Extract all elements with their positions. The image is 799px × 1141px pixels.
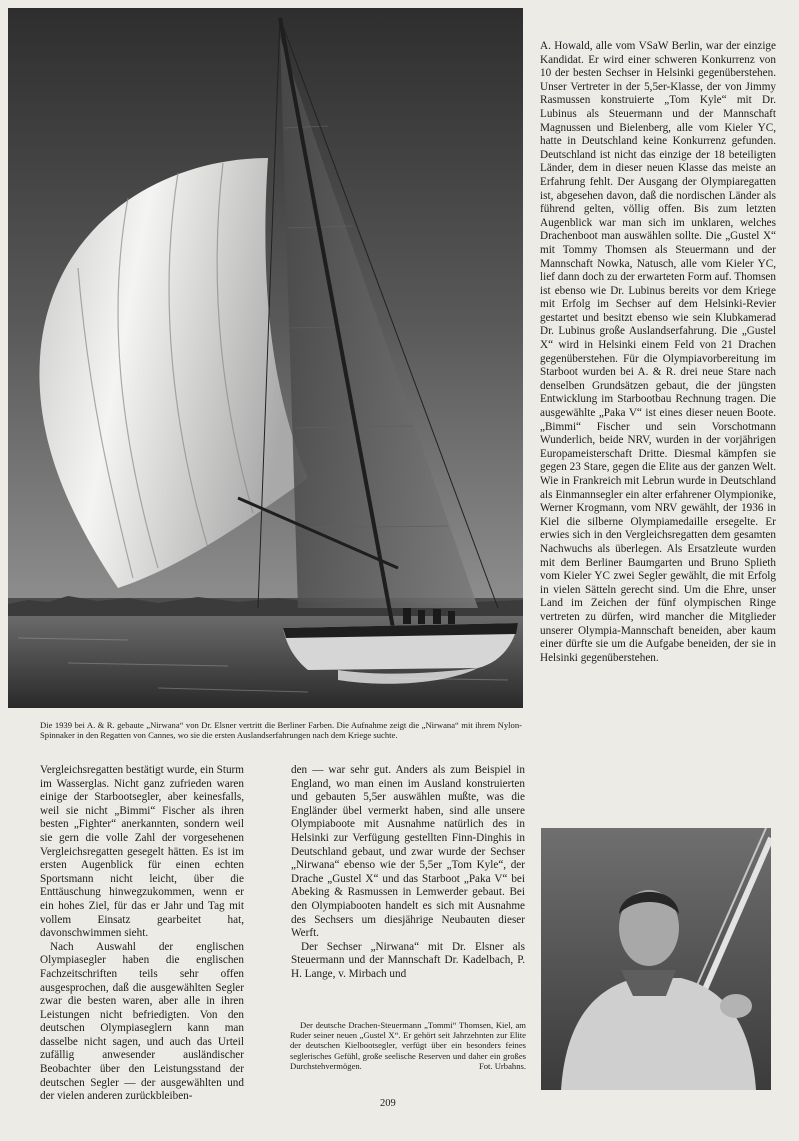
article-paragraph: Vergleichsregatten bestätigt wurde, ein Sturm im Wasserglas. Nicht ganz zufrieden waren einige der Starbootsegler, aber keinesfalls, weil sie nicht „Bimmi“ Fischer als ihren besten „Fighter“ anerkannten, sondern weil sie gern die volle Zahl der vorgesehenen Vergleichsregatten gesegelt hätten. Es ist im ersten Augenblick für einen echten Sportsmann nicht leicht, über die Enttäuschung hinwegzukommen, wenn er ein hohes Ziel, für das er Jahr und Tag mit vollem Einsatz gearbeitet hat, davonschwimmen sieht.	[40, 764, 244, 940]
article-right-column	[540, 40, 776, 665]
page-number: 209	[380, 1098, 396, 1109]
article-paragraph: A. Howald, alle vom VSaW Berlin, war der einzige Kandidat. Er wird einer schweren Konkurrenz von 10 der besten Sechser in Helsinki gegenüberstehen. Unser Vertreter in der 5,5er-Klasse, der von Jimmy Rasmussen konstruierte „Tom Kyle“ mit Dr. Lubinus als Steuermann und der Mannschaft Magnussen und Bielenberg, alle vom Kieler YC, hatte in Deutschland keine Konkurrenz gefunden. Deutschland ist nicht das einzige der 18 beteiligten Länder, dem in dieser neuen Klasse das meiste an Erfahrung fehlt. Der Ausgang der Olympiaregatten ist, abgesehen davon, daß die nordischen Länder als führend gelten, völlig offen. Bis zum letzten Augenblick war man sich im unklaren, welches Drachenboot man auswählen sollte. Die „Gustel X“ mit Tommy Thomsen als Steuermann und der Mannschaft Nowka, Natusch, alle vom Kieler YC, lief dann doch zu der erwarteten Form auf. Thomsen ist ebenso wie Dr. Lubinus bereits vor dem Kriege mit Erfolg im Sechser auf dem Helsinki-Revier gestartet und besitzt ebenso wie sein Klubkamerad Dr. Lubinus große Auslandserfahrung. Die „Gustel X“ wird in Helsinki einem Feld von 21 Drachen gegenüberstehen. Für die Olympiavorbereitung im Starboot wurden bei A. & R. drei neue Stare nach denselben Grundsätzen gebaut, die der jüngsten Entwicklung im Starbootbau Rechnung tragen. Die ausgewählte „Paka V“ ist eines dieser neuen Boote. „Bimmi“ Fischer und sein Vorschotmann Wunderlich, beide NRV, wurden in der vorjährigen Europameisterschaft Dritte. Diesmal kämpfen sie gegen 23 Stare, gegen die Elite aus der ganzen Welt. Wie in Frankreich mit Lebrun wurde in Deutschland als Einmannsegler ein alter erfahrener Olympionike, Werner Krogmann, vom NRV gewählt, der 1936 in Kiel die silberne Olympiamedaille ersegelte. Er erwies sich in den Vergleichsregatten dem gesamten Nachwuchs als überlegen. Als Ersatzleute wurden mit dem Berliner Baumgarten und Bruno Splieth vom Kieler YC zwei Segler gewählt, die mit Erfolg in vielen Sätteln gerecht sind. Um die Ehre, unser Land im Zeichen der fünf olympischen Ringe vertreten zu dürfen, wird mancher die Mitglieder unserer Olympia-Mannschaft beneiden, aber kaum einer dürfte sie um die Aufgabe beneiden, der sie in Helsinki gegenüberstehen.	[540, 40, 776, 664]
portrait-caption-text: Der deutsche Drachen-Steuermann „Tommi“ Thomsen, Kiel, am Ruder seiner neuen „Gustel X“. Er gehört seit Jahrzehnten zur Elite der deutschen Kielbootsegler, verfügt über ein besonders feines seglerisches Gefühl, große seelische Reserven und daher ein großes Durchstehvermögen.	[290, 1020, 526, 1071]
photo-credit: Fot. Urbahns.	[478, 1060, 526, 1071]
article-column-2	[291, 764, 525, 982]
article-paragraph: den — war sehr gut. Anders als zum Beispiel in England, wo man einen im Ausland konstruierten und gebauten 5,5er auswählen mußte, was die Engländer übel vermerkt haben, sind alle unsere Olympiaboote mit Ausnahme natürlich des in Helsinki zur Verfügung gestellten Finn-Dinghis in Deutschland gebaut, und zwar wurde der Sechser „Nirwana“ ebenso wie der 5,5er „Tom Kyle“, der Drache „Gustel X“ und das Starboot „Paka V“ bei Abeking & Rasmussen in Lemwerder gebaut. Bei den Olympiabooten handelt es sich mit Ausnahme des Sechsers um diesjährige Neubauten dieser Werft.	[291, 764, 525, 940]
main-photo-caption: Die 1939 bei A. & R. gebaute „Nirwana“ von Dr. Elsner vertritt die Berliner Farben. Die Aufnahme zeigt die „Nirwana“ mit ihrem Nylon-Spinnaker in den Regatten von Cannes, wo sie die ersten Auslandserfahrungen nach dem Kriege suchte.	[40, 720, 522, 741]
article-column-1	[40, 764, 244, 1104]
article-paragraph: Der Sechser „Nirwana“ mit Dr. Elsner als Steuermann und der Mannschaft Dr. Kadelbach, P. H. Lange, v. Mirbach und	[291, 940, 525, 980]
portrait-caption	[290, 1020, 526, 1071]
article-paragraph: Nach Auswahl der englischen Olympiasegler haben die englischen Fachzeitschriften teils sehr offen ausgesprochen, daß die ausgewählten Segler zwar die besten waren, aber alle in ihren Leistungen nicht befriedigten. Von den deutschen Olympiaseglern kann man dasselbe nicht sagen, und auch das Urteil zufällig anwesender ausländischer Beobachter über den Leistungsstand der deutschen Segler — der ausgewählten und der vielen anderen zurückbleiben-	[40, 940, 244, 1103]
portrait-photo	[541, 828, 771, 1090]
sailboat-illustration	[8, 8, 523, 708]
portrait-illustration	[541, 828, 771, 1090]
sailboat-photo	[8, 8, 523, 708]
